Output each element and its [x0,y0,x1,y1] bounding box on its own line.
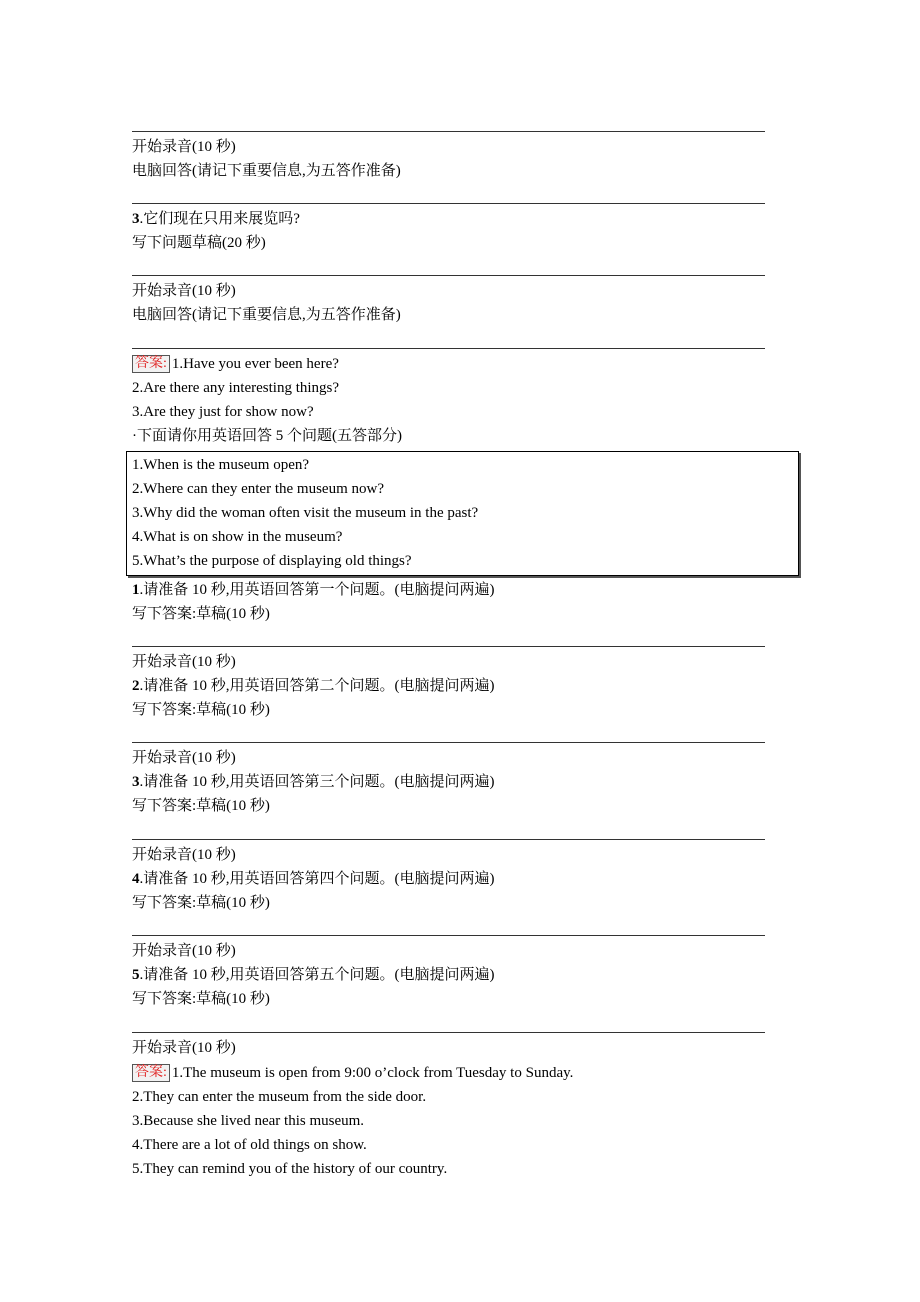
start-recording-text: 开始录音(10 秒) [132,750,236,766]
answer-prompt-3 [132,772,495,792]
answer-text: 3.Because she lived near this museum. [132,1113,365,1129]
divider [132,646,765,647]
question-list-item: 1.When is the museum open? [132,457,310,473]
draft-instruction: 写下答案:草稿(10 秒) [132,702,270,718]
question-number: 4 [132,871,140,887]
draft-instruction: 写下答案:草稿(10 秒) [132,606,270,622]
draft-instruction: 写下答案:草稿(10 秒) [132,895,270,911]
answer-text: 1.Have you ever been here? [171,356,339,372]
divider [132,348,765,349]
question-number: 2 [132,678,140,694]
question-number: 5 [132,967,140,983]
answer-text: 3.Are they just for show now? [132,404,314,420]
question-list-item: 2.Where can they enter the museum now? [132,481,384,497]
draft-instruction: 写下答案:草稿(10 秒) [132,991,270,1007]
question-list-item: 4.What is on show in the museum? [132,529,343,545]
question-text: .它们现在只用来展览吗? [139,211,300,227]
draft-instruction: 写下问题草稿(20 秒) [132,235,266,251]
divider [132,839,765,840]
answer-text: 4.There are a lot of old things on show. [132,1137,367,1153]
start-recording-text: 开始录音(10 秒) [132,1040,236,1056]
answer-badge: 答案: [132,1064,170,1082]
prompt-text: .请准备 10 秒,用英语回答第一个问题。(电脑提问两遍) [139,582,495,598]
divider [132,742,765,743]
question-number: 1 [132,582,140,598]
answer-line-1 [132,1063,573,1083]
start-recording-text: 开始录音(10 秒) [132,654,236,670]
computer-answer-text: 电脑回答(请记下重要信息,为五答作准备) [132,163,401,179]
answer-text: 2.Are there any interesting things? [132,380,340,396]
start-recording-text: 开始录音(10 秒) [132,139,236,155]
prompt-text: .请准备 10 秒,用英语回答第四个问题。(电脑提问两遍) [139,871,495,887]
divider [132,203,765,204]
start-recording-text: 开始录音(10 秒) [132,283,236,299]
prompt-text: .请准备 10 秒,用英语回答第五个问题。(电脑提问两遍) [139,967,495,983]
question-list-item: 3.Why did the woman often visit the museum in the past? [132,505,479,521]
answer-badge: 答案: [132,355,170,373]
question-number: 3 [132,211,140,227]
answer-line-1 [132,354,339,374]
answer-prompt-2 [132,676,495,696]
divider [132,1032,765,1033]
start-recording-text: 开始录音(10 秒) [132,943,236,959]
prompt-text: .请准备 10 秒,用英语回答第三个问题。(电脑提问两遍) [139,774,495,790]
question-list-item: 5.What’s the purpose of displaying old things? [132,553,412,569]
answer-prompt-4 [132,869,495,889]
prompt-text: .请准备 10 秒,用英语回答第二个问题。(电脑提问两遍) [139,678,495,694]
section-intro: ·下面请你用英语回答 5 个问题(五答部分) [132,428,402,444]
computer-answer-text: 电脑回答(请记下重要信息,为五答作准备) [132,307,401,323]
question-3-line [132,209,300,229]
draft-instruction: 写下答案:草稿(10 秒) [132,798,270,814]
question-number: 3 [132,774,140,790]
divider [132,935,765,936]
divider [132,275,765,276]
answer-text: 2.They can enter the museum from the side door. [132,1089,427,1105]
answer-text: 1.The museum is open from 9:00 o’clock from Tuesday to Sunday. [171,1065,574,1081]
divider [132,131,765,132]
answer-prompt-1 [132,580,495,600]
start-recording-text: 开始录音(10 秒) [132,847,236,863]
answer-prompt-5 [132,965,495,985]
answer-text: 5.They can remind you of the history of our country. [132,1161,448,1177]
